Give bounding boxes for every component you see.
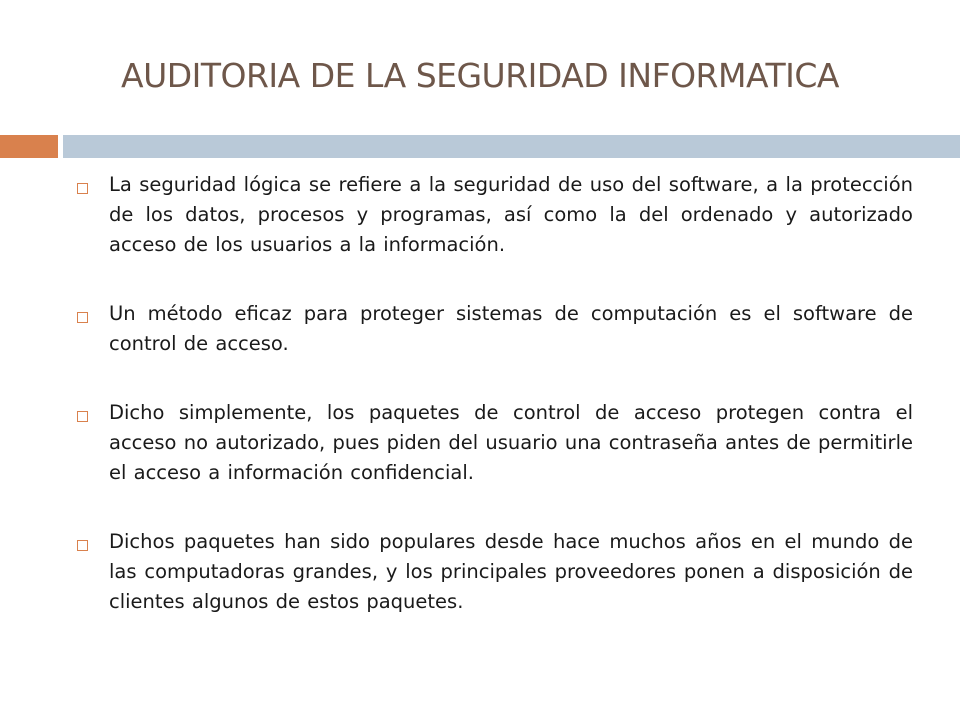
slide-title: AUDITORIA DE LA SEGURIDAD INFORMATICA [121, 56, 839, 95]
title-divider-bar [63, 135, 960, 158]
bullet-item [77, 299, 913, 359]
hollow-square-icon [77, 183, 88, 194]
bullet-text: Dicho simplemente, los paquetes de control de acceso protegen contra el acceso no autorizado, pues piden del usuario una contraseña antes de permitirle el acceso a información confidencial. [109, 401, 913, 484]
hollow-square-icon [77, 312, 88, 323]
bullet-item [77, 170, 913, 260]
bullet-text: Un método eficaz para proteger sistemas de computación es el software de control de acceso. [109, 302, 913, 355]
hollow-square-icon [77, 411, 88, 422]
bullet-text: La seguridad lógica se refiere a la seguridad de uso del software, a la protección de los datos, procesos y programas, así como la del ordenado y autorizado acceso de los usuarios a la información. [109, 173, 913, 256]
hollow-square-icon [77, 540, 88, 551]
bullet-item [77, 527, 913, 617]
title-accent-bar [0, 135, 58, 158]
bullet-item [77, 398, 913, 488]
bullet-list [77, 170, 913, 617]
bullet-text: Dichos paquetes han sido populares desde hace muchos años en el mundo de las computadoras grandes, y los principales proveedores ponen a disposición de clientes algunos de estos paquetes. [109, 530, 913, 613]
